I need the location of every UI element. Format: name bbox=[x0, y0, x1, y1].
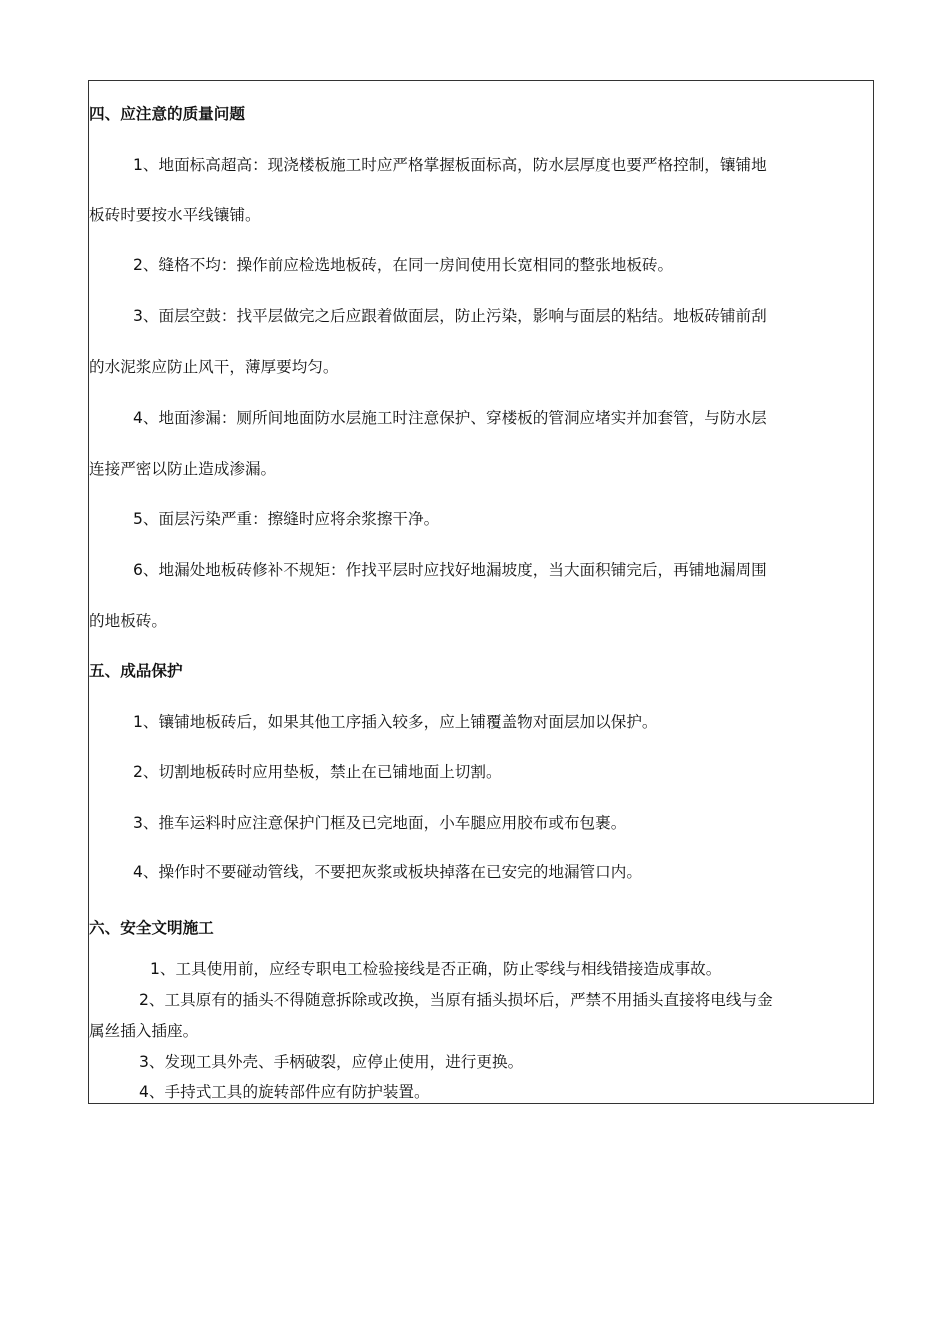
safety-item-3: 3、发现工具外壳、手柄破裂，应停止使用，进行更换。 bbox=[139, 1053, 524, 1071]
safety-item-4: 4、手持式工具的旋转部件应有防护装置。 bbox=[139, 1083, 430, 1101]
section-heading-safe-construction: 六、安全文明施工 bbox=[89, 919, 214, 937]
quality-issue-5: 5、面层污染严重：擦缝时应将余浆擦干净。 bbox=[133, 510, 440, 528]
quality-issue-1-line-1: 1、地面标高超高：现浇楼板施工时应严格掌握板面标高，防水层厚度也要严格控制，镶铺地 bbox=[133, 156, 767, 174]
protection-item-4: 4、操作时不要碰动管线，不要把灰浆或板块掉落在已安完的地漏管口内。 bbox=[133, 863, 642, 881]
document-table-frame bbox=[88, 80, 874, 1104]
protection-item-1: 1、镶铺地板砖后，如果其他工序插入较多，应上铺覆盖物对面层加以保护。 bbox=[133, 713, 658, 731]
quality-issue-4-line-2: 连接严密以防止造成渗漏。 bbox=[89, 460, 277, 478]
quality-issue-6-line-1: 6、地漏处地板砖修补不规矩：作找平层时应找好地漏坡度，当大面积铺完后，再铺地漏周围 bbox=[133, 561, 767, 579]
quality-issue-6-line-2: 的地板砖。 bbox=[89, 612, 167, 630]
protection-item-2: 2、切割地板砖时应用垫板，禁止在已铺地面上切割。 bbox=[133, 763, 502, 781]
quality-issue-3-line-2: 的水泥浆应防止风干，薄厚要均匀。 bbox=[89, 358, 339, 376]
safety-item-1: 1、工具使用前，应经专职电工检验接线是否正确，防止零线与相线错接造成事故。 bbox=[150, 960, 722, 978]
quality-issue-3-line-1: 3、面层空鼓：找平层做完之后应跟着做面层，防止污染，影响与面层的粘结。地板砖铺前刮 bbox=[133, 307, 767, 325]
quality-issue-4-line-1: 4、地面渗漏：厕所间地面防水层施工时注意保护、穿楼板的管洞应堵实并加套管，与防水层 bbox=[133, 409, 767, 427]
quality-issue-2: 2、缝格不均：操作前应检选地板砖，在同一房间使用长宽相同的整张地板砖。 bbox=[133, 256, 674, 274]
safety-item-2-line-2: 属丝插入插座。 bbox=[89, 1022, 199, 1040]
quality-issue-1-line-2: 板砖时要按水平线镶铺。 bbox=[89, 206, 261, 224]
safety-item-2-line-1: 2、工具原有的插头不得随意拆除或改换，当原有插头损坏后，严禁不用插头直接将电线与金 bbox=[139, 991, 773, 1009]
section-heading-quality-issues: 四、应注意的质量问题 bbox=[89, 105, 245, 123]
section-heading-product-protection: 五、成品保护 bbox=[89, 662, 183, 680]
protection-item-3: 3、推车运料时应注意保护门框及已完地面，小车腿应用胶布或布包裹。 bbox=[133, 814, 627, 832]
